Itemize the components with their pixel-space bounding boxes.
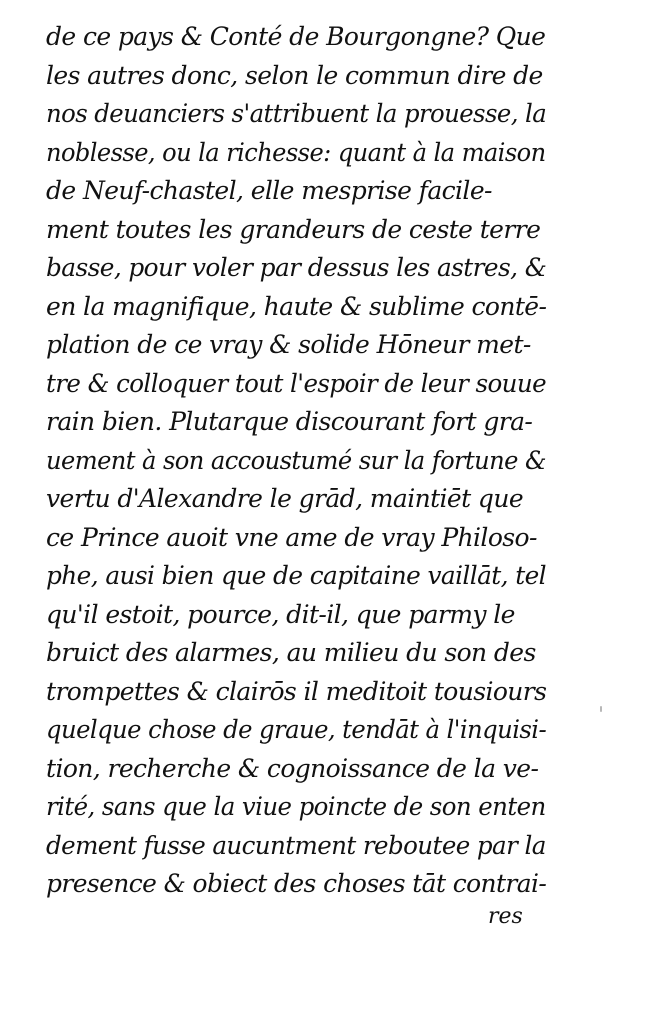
text-line: tion, recherche & cognoissance de la ve- bbox=[46, 753, 539, 783]
text-line: noblesse, ou la richesse: quant à la maison bbox=[46, 137, 546, 167]
text-line: en la magnifique, haute & sublime contē- bbox=[46, 291, 547, 321]
text-line: dement fusse aucuntment reboutee par la bbox=[46, 830, 546, 860]
text-line: de Neuf-chastel, elle mesprise facile- bbox=[46, 176, 492, 205]
text-line: presence & obiect des choses tāt contrai- bbox=[46, 869, 547, 898]
ink-speck bbox=[600, 706, 602, 712]
text-line: rain bien. Plutarque discourant fort gra- bbox=[46, 407, 533, 436]
text-line: tre & colloquer tout l'espoir de leur souue bbox=[46, 368, 547, 398]
text-line: vertu d'Alexandre le grād, maintiēt que bbox=[46, 484, 524, 513]
text-line: basse, pour voler par dessus les astres, & bbox=[46, 253, 547, 282]
text-line: quelque chose de graue, tendāt à l'inquisi- bbox=[46, 715, 547, 744]
text-line: qu'il estoit, pource, dit-il, que parmy le bbox=[46, 599, 515, 629]
text-line: bruict des alarmes, au milieu du son des bbox=[46, 638, 536, 667]
text-line: ce Prince auoit vne ame de vray Philoso- bbox=[46, 522, 537, 552]
text-line: de ce pays & Conté de Bourgongne? Que bbox=[46, 22, 546, 51]
body-text bbox=[46, 18, 546, 904]
text-line: trompettes & clairōs il meditoit tousiours bbox=[46, 676, 547, 706]
text-line: nos deuanciers s'attribuent la prouesse, la bbox=[46, 99, 547, 128]
text-line: rité, sans que la viue poincte de son enten bbox=[46, 792, 546, 821]
text-line: uement à son accoustumé sur la fortune & bbox=[46, 445, 546, 475]
text-line: plation de ce vray & solide Hōneur met- bbox=[46, 330, 531, 359]
text-line: ment toutes les grandeurs de ceste terre bbox=[46, 214, 541, 244]
text-line: phe, ausi bien que de capitaine vaillāt, tel bbox=[46, 561, 547, 590]
catchword: res bbox=[488, 904, 523, 929]
text-line: les autres donc, selon le commun dire de bbox=[46, 60, 543, 90]
